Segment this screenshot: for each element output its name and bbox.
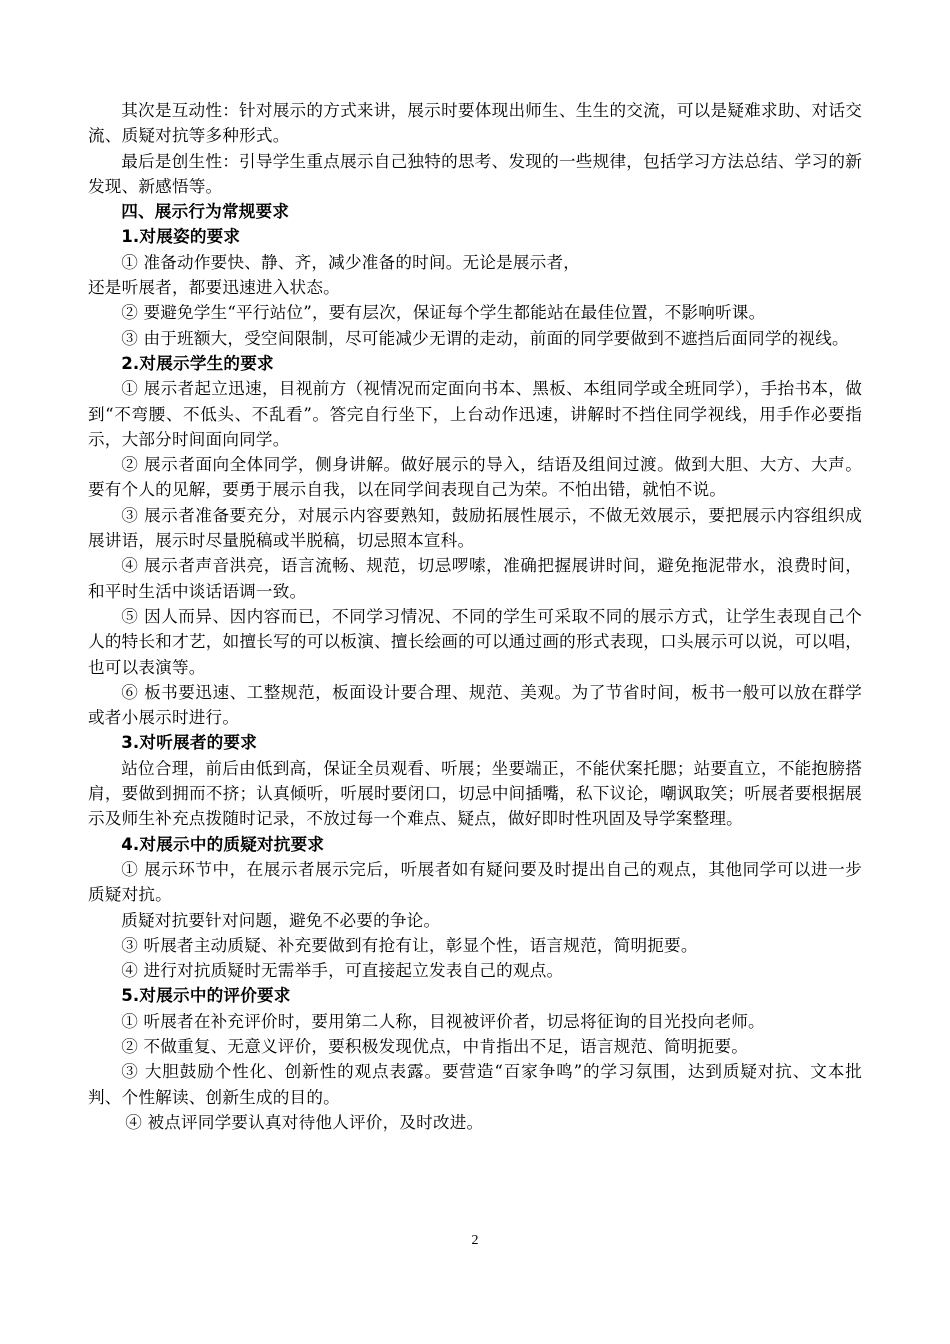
list-item: ⑥ 板书要迅速、工整规范，板面设计要合理、规范、美观。为了节省时间，板书一般可以放在群学或者小展示时进行。	[88, 682, 862, 728]
list-item: ④ 展示者声音洪亮，语言流畅、规范，切忌啰嗦，准确把握展讲时间，避免拖泥带水，浪费时间，和平时生活中谈话语调一致。	[88, 556, 862, 601]
list-item: ③ 展示者准备要充分，对展示内容要熟知，鼓励拓展性展示，不做无效展示，要把展示内容组织成展讲语，展示时尽量脱稿或半脱稿，切忌照本宣科。	[88, 505, 862, 551]
document-body	[88, 98, 862, 1135]
list-item: ① 准备动作要快、静、齐，减少准备的时间。无论是展示者，	[121, 252, 581, 272]
list-item: ② 要避免学生“平行站位”，要有层次，保证每个学生都能站在最佳位置，不影响听课。	[121, 303, 766, 323]
subheading-questioning: 4.对展示中的质疑对抗要求	[121, 834, 325, 854]
section-heading: 四、展示行为常规要求	[121, 202, 290, 222]
list-item-continuation: 还是听展者，都要迅速进入状态。	[88, 278, 340, 298]
subheading-posture: 1.对展姿的要求	[121, 227, 241, 247]
list-item: ② 展示者面向全体同学，侧身讲解。做好展示的导入，结语及组间过渡。做到大胆、大方、大声。要有个人的见解，要勇于展示自我，以在同学间表现自己为荣。不怕出错，就怕不说。	[88, 455, 862, 500]
list-item: ① 展示环节中，在展示者展示完后，听展者如有疑问要及时提出自己的观点，其他同学可以进一步质疑对抗。	[88, 859, 862, 905]
subheading-listener: 3.对听展者的要求	[121, 733, 257, 753]
list-item: ② 不做重复、无意义评价，要积极发现优点，中肯指出不足，语言规范、简明扼要。	[121, 1036, 749, 1056]
list-item: ③ 由于班额大，受空间限制，尽可能减少无谓的走动，前面的同学要做到不遮挡后面同学的视线。	[121, 328, 849, 348]
paragraph-listener: 站位合理，前后由低到高，保证全员观看、听展；坐要端正，不能伏案托腮；站要直立，不能抱膀搭肩，要做到拥而不挤；认真倾听，听展时要闭口，切忌中间插嘴，私下议论，嘲讽取笑；听展者要根据展示及师生补充点拨随时记录，不放过每一个难点、疑点，做好即时性巩固及导学案整理。	[88, 758, 862, 829]
list-item: ① 展示者起立迅速，目视前方（视情况而定面向书本、黑板、本组同学或全班同学），手抬书本，做到“不弯腰、不低头、不乱看”。答完自行坐下，上台动作迅速，讲解时不挡住同学视线，用手作必要指示，大部分时间面向同学。	[88, 379, 862, 449]
list-item: 质疑对抗要针对问题，避免不必要的争论。	[121, 910, 441, 930]
list-item: ④ 被点评同学要认真对待他人评价，及时改进。	[125, 1112, 484, 1132]
paragraph-interactivity: 其次是互动性：针对展示的方式来讲，展示时要体现出师生、生生的交流，可以是疑难求助、对话交流、质疑对抗等多种形式。	[88, 101, 862, 146]
page-number: 2	[471, 1233, 479, 1248]
list-item: ① 听展者在补充评价时，要用第二人称，目视被评价者，切忌将征询的目光投向老师。	[121, 1011, 765, 1031]
list-item: ③ 大胆鼓励个性化、创新性的观点表露。要营造“百家争鸣”的学习氛围，达到质疑对抗、文本批判、个性解读、创新生成的目的。	[88, 1062, 862, 1107]
paragraph-creativity: 最后是创生性：引导学生重点展示自己独特的思考、发现的一些规律，包括学习方法总结、学习的新发现、新感悟等。	[88, 151, 862, 196]
subheading-presenter: 2.对展示学生的要求	[121, 353, 274, 373]
list-item: ④ 进行对抗质疑时无需举手，可直接起立发表自己的观点。	[121, 961, 564, 981]
list-item: ③ 听展者主动质疑、补充要做到有抢有让，彰显个性，语言规范，简明扼要。	[121, 935, 698, 955]
subheading-evaluation: 5.对展示中的评价要求	[121, 986, 291, 1006]
list-item: ⑤ 因人而异、因内容而已，不同学习情况、不同的学生可采取不同的展示方式，让学生表现自己个人的特长和才艺，如擅长写的可以板演、擅长绘画的可以通过画的形式表现，口头展示可以说，可以唱，也可以表演等。	[88, 606, 862, 677]
